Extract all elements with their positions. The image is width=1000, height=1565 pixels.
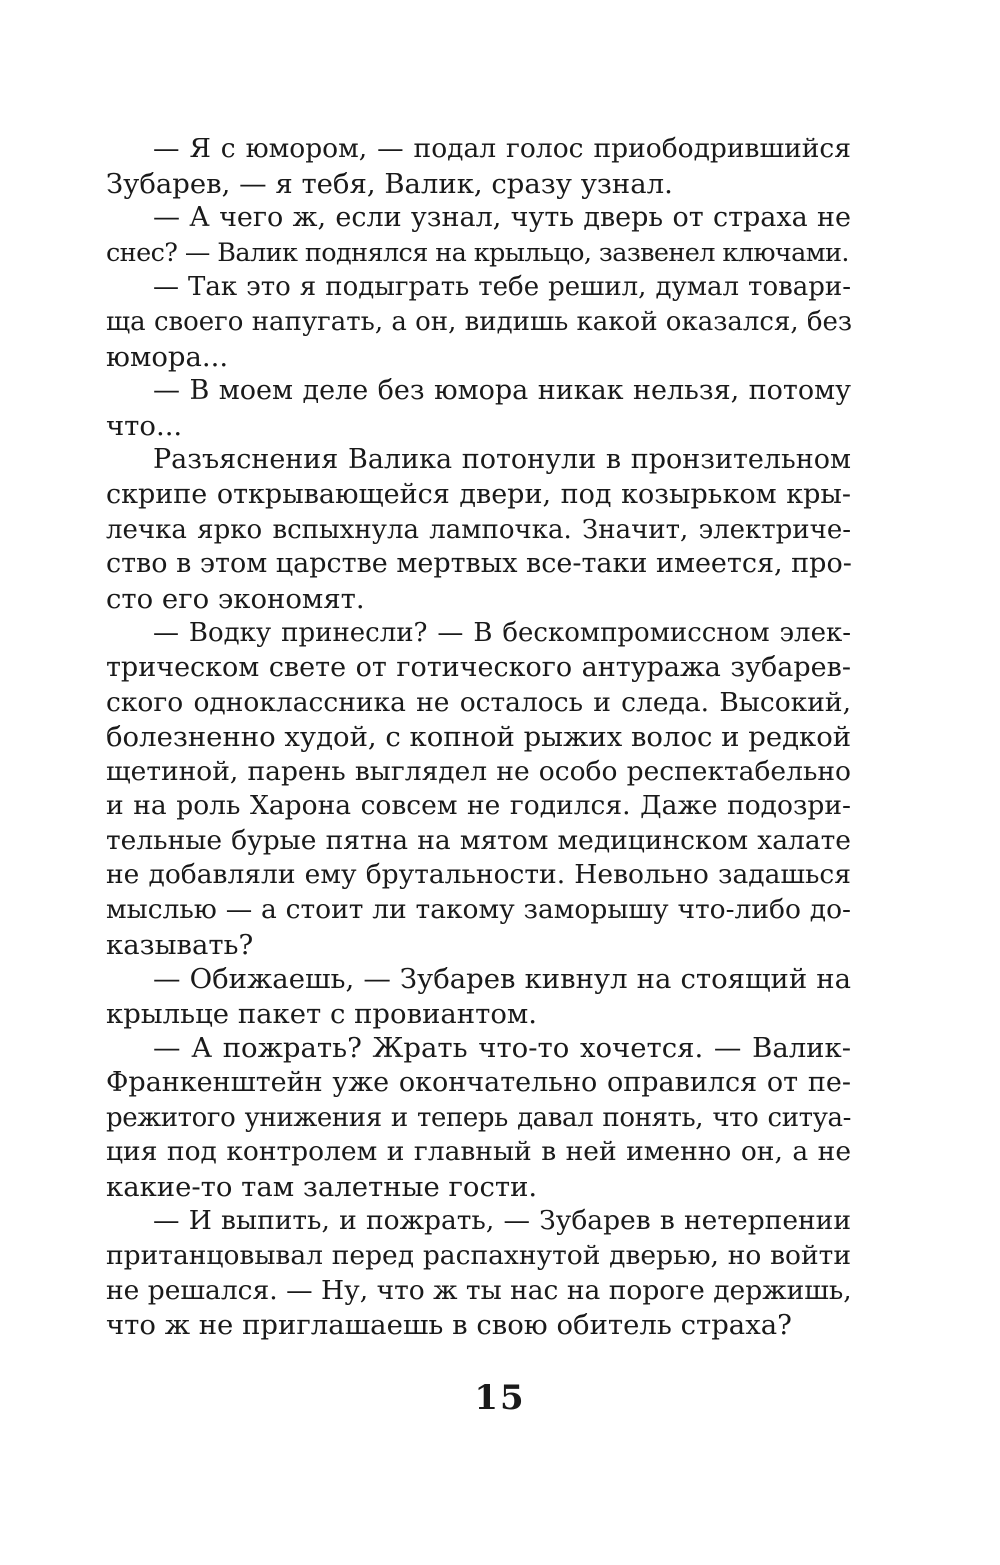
text-line: не добавляли ему брутальности. Невольно задашься [106,859,851,891]
body-text [106,132,851,1343]
text-line: мыслью — а стоит ли такому заморышу что-либо до- [106,894,851,926]
text-line: щетиной, парень выглядел не особо респектабельно [106,755,851,787]
text-line: ского одноклассника не осталось и следа. Высокий, [106,686,851,718]
text-line: тельные бурые пятна на мятом медицинском халате [106,824,851,856]
text-line: Франкенштейн уже окончательно оправился от пе- [106,1067,851,1099]
text-line: юмора... [106,340,229,373]
text-line: — В моем деле без юмора никак нельзя, потому [153,375,851,407]
text-line: и на роль Харона совсем не годился. Даже подозри- [106,790,851,822]
text-line: казывать? [106,928,254,961]
text-line: — А пожрать? Жрать что-то хочется. — Валик- [153,1032,851,1065]
text-line: трическом свете от готического антуража зубарев- [106,651,851,683]
text-line: Зубарев, — я тебя, Валик, сразу узнал. [106,167,673,200]
text-line: скрипе открывающейся двери, под козырьком кры- [106,478,851,510]
text-line: — Обижаешь, — Зубарев кивнул на стоящий на [153,963,851,996]
text-line: — И выпить, и пожрать, — Зубарев в нетерпении [153,1205,851,1237]
text-line: снес? — Валик поднялся на крыльцо, зазвенел ключами. [106,237,849,268]
text-line: крыльце пакет с провиантом. [106,997,538,1030]
text-line: сто его экономят. [106,582,365,615]
text-line: — Так это я подыграть тебе решил, думал товари- [153,272,851,303]
text-line: — А чего ж, если узнал, чуть дверь от страха не [153,202,851,234]
text-line: ща своего напугать, а он, видишь какой оказался, без [106,306,853,337]
text-line: ция под контролем и главный в ней именно он, а не [106,1136,851,1168]
text-line: какие-то там залетные гости. [106,1170,538,1203]
text-line: болезненно худой, с копной рыжих волос и редкой [106,721,852,754]
page-number: 15 [474,1378,526,1418]
text-line: лечка ярко вспыхнула лампочка. Значит, электриче- [106,514,851,545]
text-line: — Водку принесли? — В бескомпромиссном элек- [153,618,851,649]
text-line: Разъяснения Валика потонули в пронзительном [153,444,851,476]
text-line: — Я с юмором, — подал голос приободрившийся [153,133,851,164]
text-line: не решался. — Ну, что ж ты нас на пороге держишь, [106,1274,852,1306]
text-line: режитого унижения и теперь давал понять, что ситуа- [106,1102,851,1133]
text-line: пританцовывал перед распахнутой дверью, но войти [106,1240,851,1271]
text-line: что... [106,409,183,442]
text-line: ство в этом царстве мертвых все-таки имеется, про- [106,548,852,580]
text-line: что ж не приглашаешь в свою обитель страха? [106,1309,792,1342]
